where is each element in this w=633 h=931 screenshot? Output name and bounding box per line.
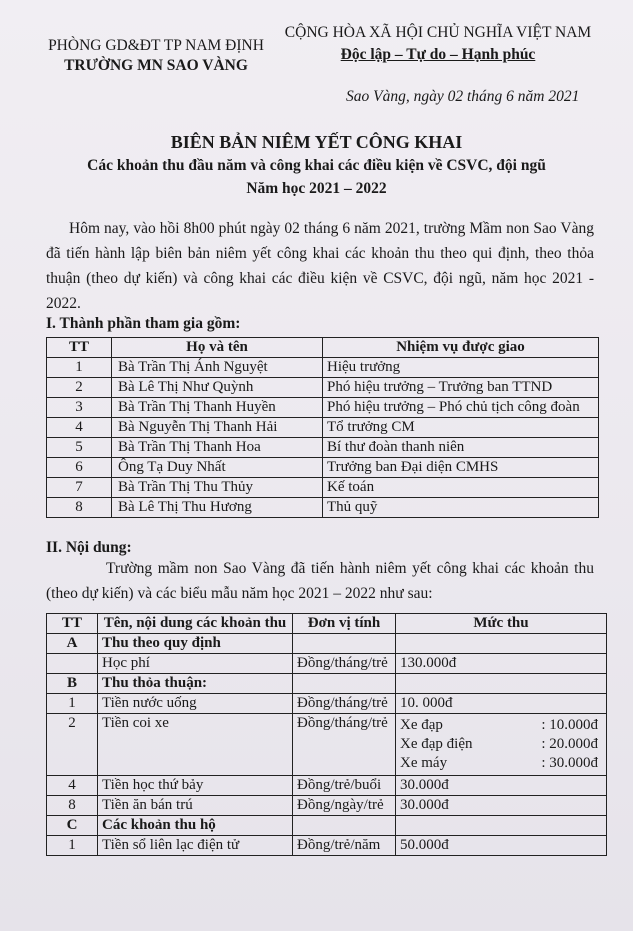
rate-line: [400, 716, 602, 735]
cell: 130.000đ: [396, 654, 607, 674]
cell: Bà Lê Thị Thu Hương: [112, 498, 323, 518]
cell: 2: [47, 714, 98, 776]
cell: 7: [47, 478, 112, 498]
rate-sep: :: [541, 736, 546, 752]
content-paragraph: Trường mầm non Sao Vàng đã tiến hành niêm yết công khai các khoản thu (theo dự kiến) và các biểu mẫu năm học 2021 – 2022 như sau:: [46, 560, 594, 602]
cell: Tiền coi xe: [98, 714, 293, 776]
rate-line: [400, 735, 602, 754]
col-header: Đơn vị tính: [293, 614, 396, 634]
cell: Bà Trần Thị Ánh Nguyệt: [112, 358, 323, 378]
rate-line: [400, 754, 602, 773]
table-row: [47, 378, 599, 398]
col-header: Họ và tên: [112, 338, 323, 358]
rate-label: Xe máy: [400, 755, 448, 771]
table-row: [47, 796, 607, 816]
table-header-row: [47, 614, 607, 634]
cell: Bà Trần Thị Thanh Huyền: [112, 398, 323, 418]
cell: A: [47, 634, 98, 654]
cell: Thủ quỹ: [323, 498, 599, 518]
cell: Trưởng ban Đại diện CMHS: [323, 458, 599, 478]
cell: 30.000đ: [396, 776, 607, 796]
table-row: [47, 654, 607, 674]
rate-sep: :: [541, 755, 546, 771]
rate-label: Xe đạp: [400, 717, 443, 733]
cell: Hiệu trưởng: [323, 358, 599, 378]
date-line: Sao Vàng, ngày 02 tháng 6 năm 2021: [346, 88, 580, 105]
cell: Kế toán: [323, 478, 599, 498]
fees-table: [46, 613, 607, 856]
table-row: [47, 714, 607, 776]
cell: C: [47, 816, 98, 836]
table-row: [47, 816, 607, 836]
cell: Tiền học thứ bảy: [98, 776, 293, 796]
cell: Bà Trần Thị Thu Thủy: [112, 478, 323, 498]
cell: Bà Trần Thị Thanh Hoa: [112, 438, 323, 458]
cell: [396, 634, 607, 654]
school-year: Năm học 2021 – 2022: [246, 180, 387, 197]
rate-value: 10.000đ: [549, 717, 598, 733]
intro-paragraph: Hôm nay, vào hồi 8h00 phút ngày 02 tháng 6 năm 2021, trường Mầm non Sao Vàng đã tiến hành lập biên bản niêm yết công khai các khoản thu theo qui định, theo thỏa thuận (theo dự kiến) và công khai các điều kiện về CSVC, đội ngũ, năm học 2021 - 2022.: [46, 220, 594, 312]
table-row: [47, 634, 607, 654]
cell: Phó hiệu trưởng – Trưởng ban TTND: [323, 378, 599, 398]
table-row: [47, 358, 599, 378]
cell: 50.000đ: [396, 836, 607, 856]
cell: Đồng/trẻ/buổi: [293, 776, 396, 796]
cell: 4: [47, 418, 112, 438]
table-row: [47, 776, 607, 796]
national-motto: Độc lập – Tự do – Hạnh phúc: [340, 46, 536, 63]
cell: 1: [47, 694, 98, 714]
rate-value: 20.000đ: [549, 736, 598, 752]
cell: Bà Nguyễn Thị Thanh Hải: [112, 418, 323, 438]
cell: Tiền ăn bán trú: [98, 796, 293, 816]
school-name: TRƯỜNG MN SAO VÀNG: [64, 57, 248, 74]
cell: B: [47, 674, 98, 694]
cell: Thu theo quy định: [98, 634, 293, 654]
document-title: BIÊN BẢN NIÊM YẾT CÔNG KHAI: [170, 132, 463, 152]
cell: [47, 654, 98, 674]
table-row: [47, 438, 599, 458]
col-header: Nhiệm vụ được giao: [323, 338, 599, 358]
table-row: [47, 836, 607, 856]
table-row: [47, 498, 599, 518]
issuer-block: [36, 36, 276, 76]
cell: 1: [47, 836, 98, 856]
table-row: [47, 458, 599, 478]
cell: Phó hiệu trưởng – Phó chủ tịch công đoàn: [323, 398, 599, 418]
cell: Các khoản thu hộ: [98, 816, 293, 836]
rate-value: 30.000đ: [549, 755, 598, 771]
cell: Tiền sổ liên lạc điện tử: [98, 836, 293, 856]
cell: 4: [47, 776, 98, 796]
cell: 5: [47, 438, 112, 458]
rate-sep: :: [541, 717, 546, 733]
cell: [396, 674, 607, 694]
cell: 6: [47, 458, 112, 478]
cell: [396, 714, 607, 776]
table-header-row: [47, 338, 599, 358]
members-table: [46, 337, 599, 518]
cell: Học phí: [98, 654, 293, 674]
col-header: Mức thu: [396, 614, 607, 634]
cell: Đồng/tháng/trẻ: [293, 654, 396, 674]
dept-name: PHÒNG GD&ĐT TP NAM ĐỊNH: [48, 37, 264, 54]
section-2-heading: II. Nội dung:: [46, 539, 132, 556]
cell: 8: [47, 796, 98, 816]
cell: 10. 000đ: [396, 694, 607, 714]
section-1-heading: I. Thành phần tham gia gồm:: [46, 315, 241, 332]
cell: [396, 816, 607, 836]
cell: Đồng/tháng/trẻ: [293, 714, 396, 776]
table-row: [47, 418, 599, 438]
cell: Đồng/ngày/trẻ: [293, 796, 396, 816]
rate-label: Xe đạp điện: [400, 736, 473, 752]
col-header: Tên, nội dung các khoản thu: [98, 614, 293, 634]
document-subtitle: Các khoản thu đầu năm và công khai các điều kiện về CSVC, đội ngũ: [87, 157, 546, 174]
country-name: CỘNG HÒA XÃ HỘI CHỦ NGHĨA VIỆT NAM: [284, 24, 592, 41]
table-row: [47, 674, 607, 694]
cell: 3: [47, 398, 112, 418]
col-header: TT: [47, 614, 98, 634]
cell: Ông Tạ Duy Nhất: [112, 458, 323, 478]
cell: 1: [47, 358, 112, 378]
national-header: [278, 22, 598, 66]
cell: Đồng/trẻ/năm: [293, 836, 396, 856]
cell: Tổ trưởng CM: [323, 418, 599, 438]
cell: 2: [47, 378, 112, 398]
cell: [293, 634, 396, 654]
cell: [293, 816, 396, 836]
col-header: TT: [47, 338, 112, 358]
table-row: [47, 694, 607, 714]
table-row: [47, 478, 599, 498]
cell: Bí thư đoàn thanh niên: [323, 438, 599, 458]
cell: Bà Lê Thị Như Quỳnh: [112, 378, 323, 398]
cell: [293, 674, 396, 694]
cell: 30.000đ: [396, 796, 607, 816]
cell: Đồng/tháng/trẻ: [293, 694, 396, 714]
cell: Thu thỏa thuận:: [98, 674, 293, 694]
cell: 8: [47, 498, 112, 518]
cell: Tiền nước uống: [98, 694, 293, 714]
table-row: [47, 398, 599, 418]
